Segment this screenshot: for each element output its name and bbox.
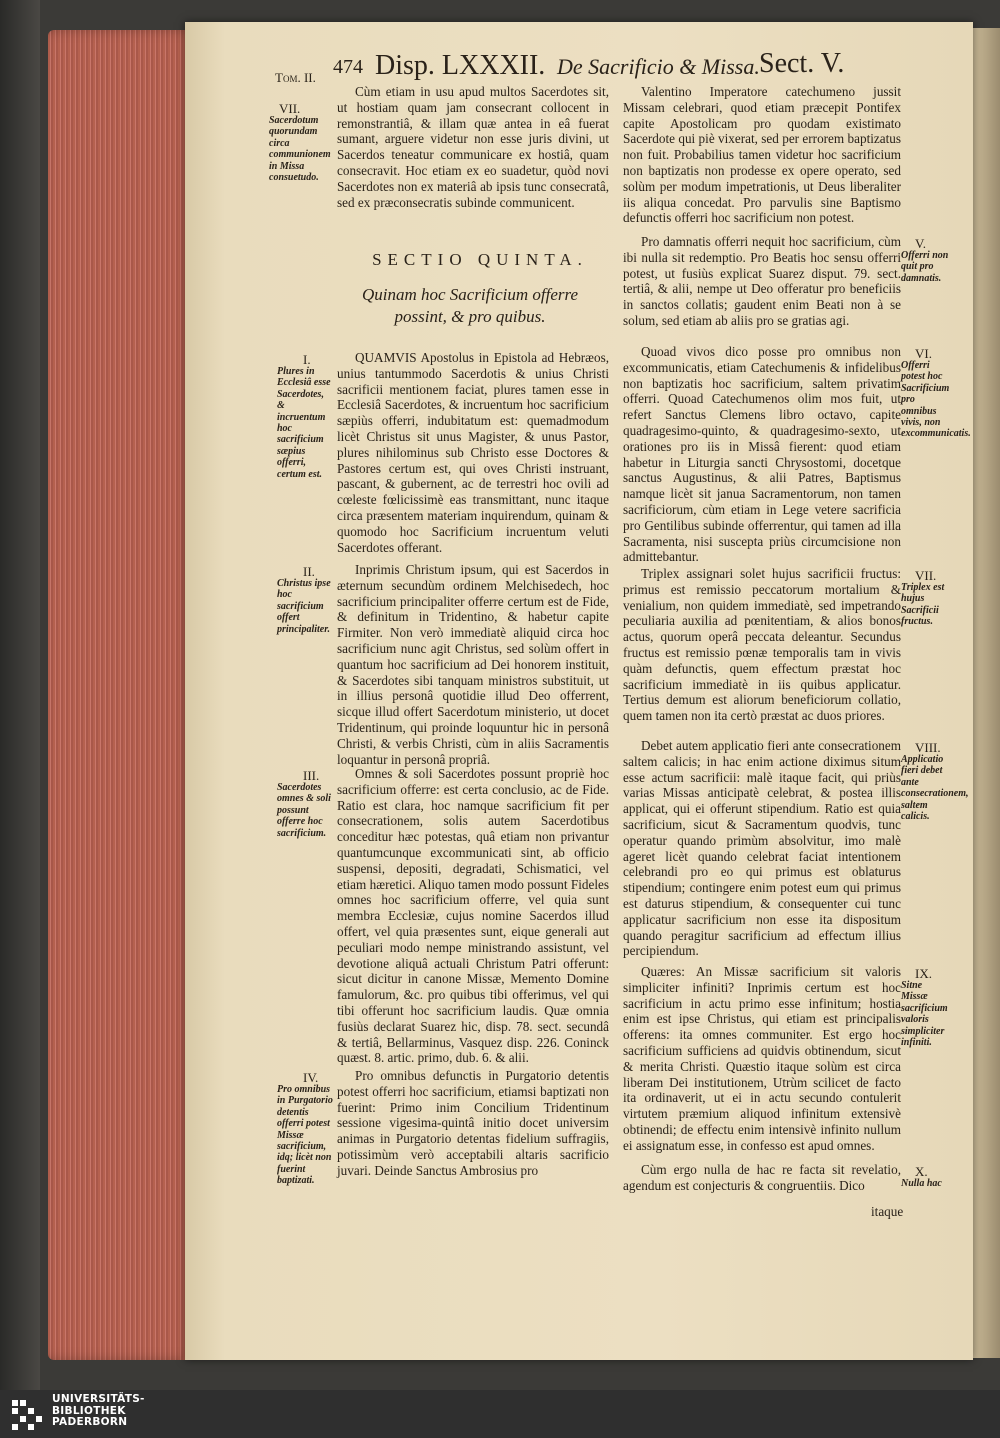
margin-note: Nulla hac [901,1178,942,1189]
margin-note: Plures in Ecclesiâ esse Sacerdotes, & incruentum hoc sacrificium sæpius offerri, certum est. [277,366,331,480]
margin-number: II. [303,564,315,579]
margin-number: VII. [279,101,301,116]
section-label: Sect. V. [759,48,845,79]
running-topic: De Sacrificio & Missa. [557,54,760,79]
margin-number: I. [303,352,311,367]
library-line-1: UNIVERSITÄTS- [52,1393,145,1405]
section-subtitle: Quinam hoc Sacrificium offerre possint, & pro quibus. [361,285,579,326]
margin-note: Offerri potest hoc Sacrificium pro omnibus vivis, non excommunicatis. [901,360,971,440]
disputation-title: Disp. LXXXII. [375,50,546,81]
paragraph-text: Inprimis Christum ipsum, qui est Sacerdos in æternum secundùm ordinem Melchisedech, hoc sacrificium principaliter offerre certum est de Fide, & definitum in Tridentino, & habetur capite Firmiter. Non verò immediatè aliquid circa hoc sacrificium nunc agit Christus, sed solùm offert in quantum hoc sacrificium ad Dei honorem instituit, & Sacerdotes sibi tanquam ministros substituit, ut in illius personâ quotidie illud Deo offerrent, sicque illud offert Sacerdotum ministerio, ut docet Tridentinum, qui proinde loquuntur hic in personâ Christi, & verbis Christi, cùm in aliis Sacramentis loquantur in personâ propriâ. [337,562,609,767]
margin-number: III. [303,768,320,783]
paragraph-text: Quoad vivos dico posse pro omnibus non excommunicatis, etiam Catechumenis & infidelibus non baptizatis hoc sacrificium, saltem privatim offerri. Quoad Catechumenos olim mos fuit, ut refert Sanctus Clemens libro octavo, capite quadragesimo-quinto, & quadragesimo-sexto, ut orationes pro iis in Missâ fierent: quod etiam habetur in Liturgia sancti Chrysostomi, docetque sanctus Augustinus, & alii Patres, Baptismus namque licèt sit janua Sacramentorum, non tamen sacrificiorum, cùm etiam in Lege vetere sacrificia pro Gentilibus subinde offerrentur, qui tamen ad illa Sacramenta, nisi suscepta priùs circumcisione non admittebantur. [623,344,901,565]
catchword: itaque [871,1204,904,1219]
paragraph-text: Cùm ergo nulla de hac re facta sit revelatio, agendum est conjecturis & congruentiis. Dico [623,1162,901,1193]
margin-number: IX. [915,966,932,981]
margin-note: Christus ipse hoc sacrificium offert principaliter. [277,578,331,635]
margin-note: Sacerdotes omnes & soli possunt offerre hoc sacrificium. [277,782,331,839]
paragraph-text: Pro omnibus defunctis in Purgatorio detentis potest offerri hoc sacrificium, etiamsi baptizati non fuerint: Primo inim Concilium Tridentinum sessione vigesima-quintâ initio docet universim animas in Purgatorio detentas fidelium suffragiis, potissimùm verò acceptabili altaris sacrificio juvari. Deinde Sanctus Ambrosius pro [337,1068,609,1178]
margin-number: IV. [303,1070,319,1085]
paragraph-text: Triplex assignari solet hujus sacrificii fructus: primus est remissio peccatorum mortalium & venialium, non quidem immediatè, sed impetrando peculiaria auxilia ad pœnitentiam, & alios bonos actus, quorum operâ peccata deleantur. Secundus fructus est remissio pœnæ temporalis tam in vivis quàm defunctis, quem effectum præstat hoc sacrificium immediatè in iis quibus applicatur. Tertius demum est aliorum beneficiorum collatio, quem tamen non ita certò præstat ac duos priores. [623,566,901,724]
paragraph-text: Debet autem applicatio fieri ante consecrationem saltem calicis; in hac enim actione diximus situm esse actum sacrificii: malè itaque facit, qui priùs varias Missas anticipatè celebrat, & postea illis applicat, qui ei offerunt stipendium. Ratio est quia sacrificium, sicut & Sacramentum quodvis, tunc operatur quando primùm absolvitur, imo malè ageret licèt quando celebrat faciat intentionem celebrandi pro eo qui primus est oblaturus stipendium; contingere enim potest eum qui primus est daturus stipendium, & consequenter cui tunc applicatur sacrificium non esse ita dispositum quando peragitur sacrificium ad effectum illius percipiendum. [623,738,901,959]
margin-number: V. [915,236,926,251]
margin-note: Triplex est hujus Sacrificii fructus. [901,582,945,628]
page-number: 474 [333,56,363,78]
library-footer [0,1390,1000,1438]
library-line-2: BIBLIOTHEK [52,1404,126,1417]
margin-number: VII. [915,568,937,583]
paragraph-text: Cùm etiam in usu apud multos Sacerdotes sit, ut hostiam quam jam consecrant collocent in remonstrantiâ, & illam quæ antea in eâ fuerat sumant, arguere videtur non esse juris divini, ut Sacerdos teneatur communicare ex hostiâ, quam consecravit. Hoc etiam ex eo suadetur, quòd novi Sacerdotes non ex materiâ ab ipsis tunc consecratâ, sed ex præconsecratis subinde communicent. [337,84,609,210]
paragraph-text: Quæres: An Missæ sacrificium sit valoris simpliciter infiniti? Inprimis certum est hoc sacrificium in actu primo esse infinitum; hostia enim est ipse Christus, qui etiam est principalis offerens: ita omnes communiter. Est ergo hoc sacrificium sufficiens ad quidvis obtinendum, sicut & merita Christi. Quæstio itaque solùm est circa liberam Dei institutionem, Utrùm scilicet de facto ita ordinaverit, ut ei in actu secundo contulerit virtutem præmium aliquod infinitum extensivè obtinendi; de effectu enim intensivè infinito nullum ei assignatum esse, in confesso est apud omnes. [623,964,901,1153]
book-spine-shadow [0,0,40,1390]
paragraph-text: Valentino Imperatore catechumeno jussit Missam celebrari, quod etiam præcepit Pontifex capite Apostolicam pro quodam existimato Sacerdote qui piè vixerat, sed per errorem baptizatus non fuit. Probabilius tamen videtur hoc sacrificium non baptizatis non prodesse ex opere operato, sed solùm per modum impetrationis, ut Deus liberaliter iis aliqua concedat. Pro parvulis sine Baptismo defunctis offerri hoc sacrificium non potest. [623,84,901,226]
library-logo-icon [10,1398,42,1430]
book-page [185,22,973,1360]
tome-label: Tom. II. [275,70,316,85]
paragraph-text: Omnes & soli Sacerdotes possunt propriè hoc sacrificium offerre: est certa conclusio, ac de Fide. Ratio est clara, hoc namque sacrificium fit per consecrationem, solis autem Sacerdotibus conceditur hæc potestas, quâ etiam non privantur quantumcunque excommunicati sint, ab officio suspensi, depositi, degradati, Schismatici, vel etiam hæretici. Aliquo tamen modo possunt Fideles omnes hoc sacrificium offerre, vel quia sunt membra Ecclesiæ, cujus nomine Sacerdos illud offert, vel quia præsentes sunt, eique generali aut peculiari modo nempe ministrando assistunt, vel devotione aliquâ actuali Christum Patri offerunt: sicut dicitur in canone Missæ, Memento Domine famulorum, &c. pro quibus tibi offerimus, vel qui tibi offerunt hoc sacrificium laudis. Quæ omnia fusiùs declarat Suarez hic, disp. 78. sect. secundâ & tertiâ, Bellarminus, Vasquez disp. 226. Coninck quæst. 8. artic. primo, dub. 6. & alii. [337,766,609,1066]
section-heading: SECTIO QUINTA. [372,250,588,269]
margin-number: VI. [915,346,932,361]
margin-note: Offerri non quit pro damnatis. [901,250,949,284]
margin-note: Sitne Missæ sacrificium valoris simpliciter infiniti. [901,980,948,1049]
margin-number: VIII. [915,740,941,755]
margin-number: X. [915,1164,928,1179]
library-line-3: PADERBORN [52,1416,128,1428]
library-name [52,1394,145,1429]
margin-note: Applicatio fieri debet ante consecrationem, saltem calicis. [901,754,969,823]
margin-note: Sacerdotum quorundam circa communionem in Missa consuetudo. [269,115,331,184]
paragraph-text: Pro damnatis offerri nequit hoc sacrificium, cùm ibi nulla sit redemptio. Pro Beatis hoc sensu offerri potest, ut fusiùs explicat Suarez disput. 79. sect. tertiâ, & alii, nempe ut Deo offeratur pro beneficiis in sanctos collatis; gaudent enim Beati non à se solum, sed etiam ab aliis pro se gratias agi. [623,234,901,328]
margin-note: Pro omnibus in Purgatorio detentis offerri potest Missæ sacrificium, idq; licèt non fuerint baptizati. [277,1084,333,1187]
next-page-edge [973,28,1000,1358]
paragraph-text: QUAMVIS Apostolus in Epistola ad Hebræos, unius tantummodo Sacerdotis & unius Christi sacrificii mentionem faciat, plures tamen esse in Ecclesiâ Sacerdotes, & incruentum hoc sacrificium sæpiùs offerri, indubitatum est: quemadmodum licèt Christus sit unus Magister, & unus Pastor, plures nihilominus sub Christo esse Doctores & Pastores certum est, qui oves Christi instruant, pascant, & gubernent, ac de terrestri hoc ovili ad cœleste fœlicissimè eas transmittant, nunc itaque circa præsentem materiam inquirendum, quinam & quomodo hoc Sacrificium incruentum veluti Sacerdotes offerant. [337,350,609,555]
